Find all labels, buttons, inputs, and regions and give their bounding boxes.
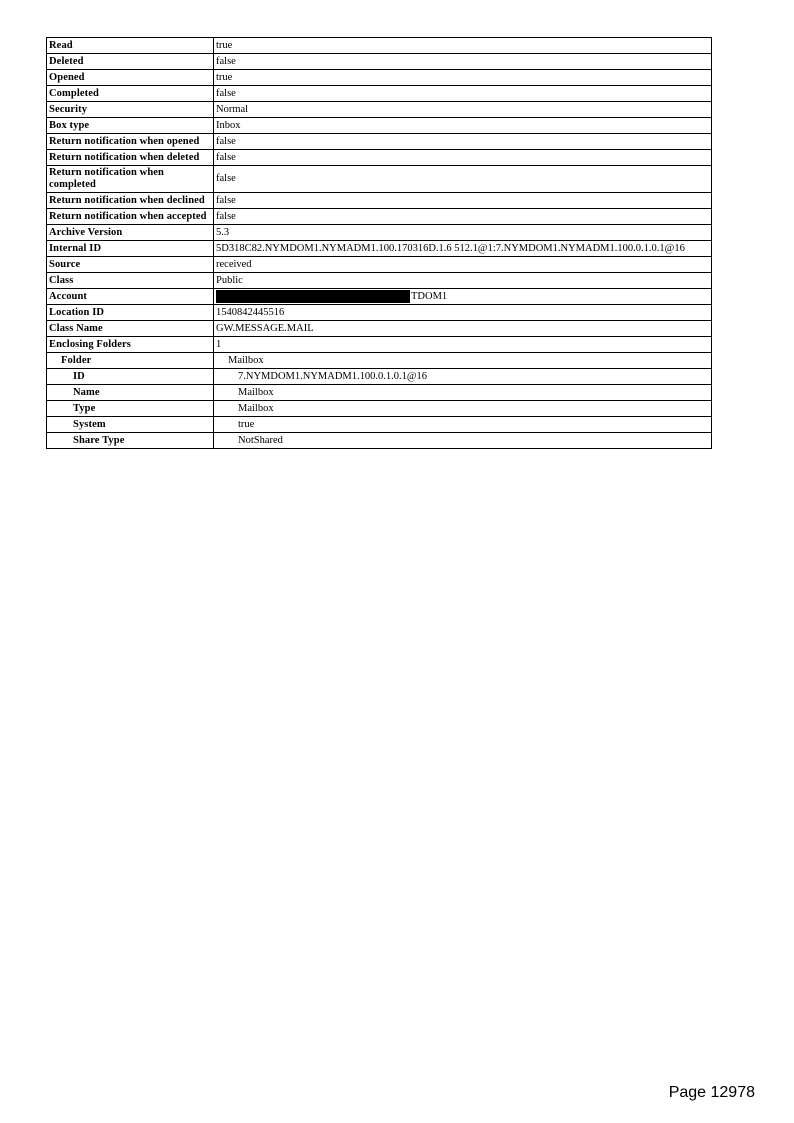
property-value: GW.MESSAGE.MAIL xyxy=(214,321,712,337)
table-row xyxy=(47,54,712,70)
page-number: Page 12978 xyxy=(668,1084,755,1101)
property-value: 5.3 xyxy=(214,225,712,241)
table-row xyxy=(47,193,712,209)
table-row xyxy=(47,353,712,369)
table-row xyxy=(47,209,712,225)
property-key: Name xyxy=(47,385,214,401)
property-key: Internal ID xyxy=(47,241,214,257)
property-key: Type xyxy=(47,401,214,417)
property-key: Class xyxy=(47,273,214,289)
table-row xyxy=(47,305,712,321)
table-row xyxy=(47,166,712,193)
property-key: Archive Version xyxy=(47,225,214,241)
table-row xyxy=(47,433,712,449)
table-row xyxy=(47,369,712,385)
table-row xyxy=(47,225,712,241)
property-key: Box type xyxy=(47,118,214,134)
property-value: 1 xyxy=(214,337,712,353)
property-key: Opened xyxy=(47,70,214,86)
property-key: Read xyxy=(47,38,214,54)
property-value: false xyxy=(214,150,712,166)
table-row xyxy=(47,385,712,401)
table-row xyxy=(47,401,712,417)
property-key: Security xyxy=(47,102,214,118)
property-key: Return notification when deleted xyxy=(47,150,214,166)
property-value: Mailbox xyxy=(214,401,712,417)
property-key: Folder xyxy=(47,353,214,369)
table-row xyxy=(47,150,712,166)
table-row xyxy=(47,257,712,273)
account-value: TDOM1 xyxy=(411,290,448,302)
property-key: Return notification when completed xyxy=(47,166,214,193)
property-value: false xyxy=(214,209,712,225)
property-value: received xyxy=(214,257,712,273)
table-row xyxy=(47,321,712,337)
property-key: Enclosing Folders xyxy=(47,337,214,353)
property-key: Deleted xyxy=(47,54,214,70)
property-value: NotShared xyxy=(214,433,712,449)
table-row xyxy=(47,86,712,102)
property-value xyxy=(214,289,712,305)
property-value: false xyxy=(214,166,712,193)
property-value: false xyxy=(214,134,712,150)
table-row xyxy=(47,273,712,289)
property-key: Class Name xyxy=(47,321,214,337)
property-value: Mailbox xyxy=(214,385,712,401)
property-value: 7.NYMDOM1.NYMADM1.100.0.1.0.1@16 xyxy=(214,369,712,385)
property-value: Public xyxy=(214,273,712,289)
property-value: true xyxy=(214,70,712,86)
table-row xyxy=(47,102,712,118)
property-value: false xyxy=(214,86,712,102)
property-value: Inbox xyxy=(214,118,712,134)
message-properties-table xyxy=(46,37,712,449)
table-row xyxy=(47,241,712,257)
property-key: Return notification when opened xyxy=(47,134,214,150)
property-value: Mailbox xyxy=(214,353,712,369)
property-key: Completed xyxy=(47,86,214,102)
property-value: 1540842445516 xyxy=(214,305,712,321)
property-value: true xyxy=(214,417,712,433)
property-value: 5D318C82.NYMDOM1.NYMADM1.100.170316D.1.6 512.1@1:7.NYMDOM1.NYMADM1.100.0.1.0.1@16 xyxy=(214,241,712,257)
table-row xyxy=(47,118,712,134)
table-row xyxy=(47,417,712,433)
property-key: System xyxy=(47,417,214,433)
property-value: true xyxy=(214,38,712,54)
property-value: Normal xyxy=(214,102,712,118)
property-value: false xyxy=(214,193,712,209)
table-row xyxy=(47,289,712,305)
table-row xyxy=(47,70,712,86)
property-key: Source xyxy=(47,257,214,273)
property-key: Location ID xyxy=(47,305,214,321)
property-value: false xyxy=(214,54,712,70)
redaction-block xyxy=(216,290,410,303)
property-key: Account xyxy=(47,289,214,305)
table-row xyxy=(47,337,712,353)
property-key: ID xyxy=(47,369,214,385)
property-key: Return notification when accepted xyxy=(47,209,214,225)
property-key: Share Type xyxy=(47,433,214,449)
table-row xyxy=(47,134,712,150)
property-key: Return notification when declined xyxy=(47,193,214,209)
table-row xyxy=(47,38,712,54)
